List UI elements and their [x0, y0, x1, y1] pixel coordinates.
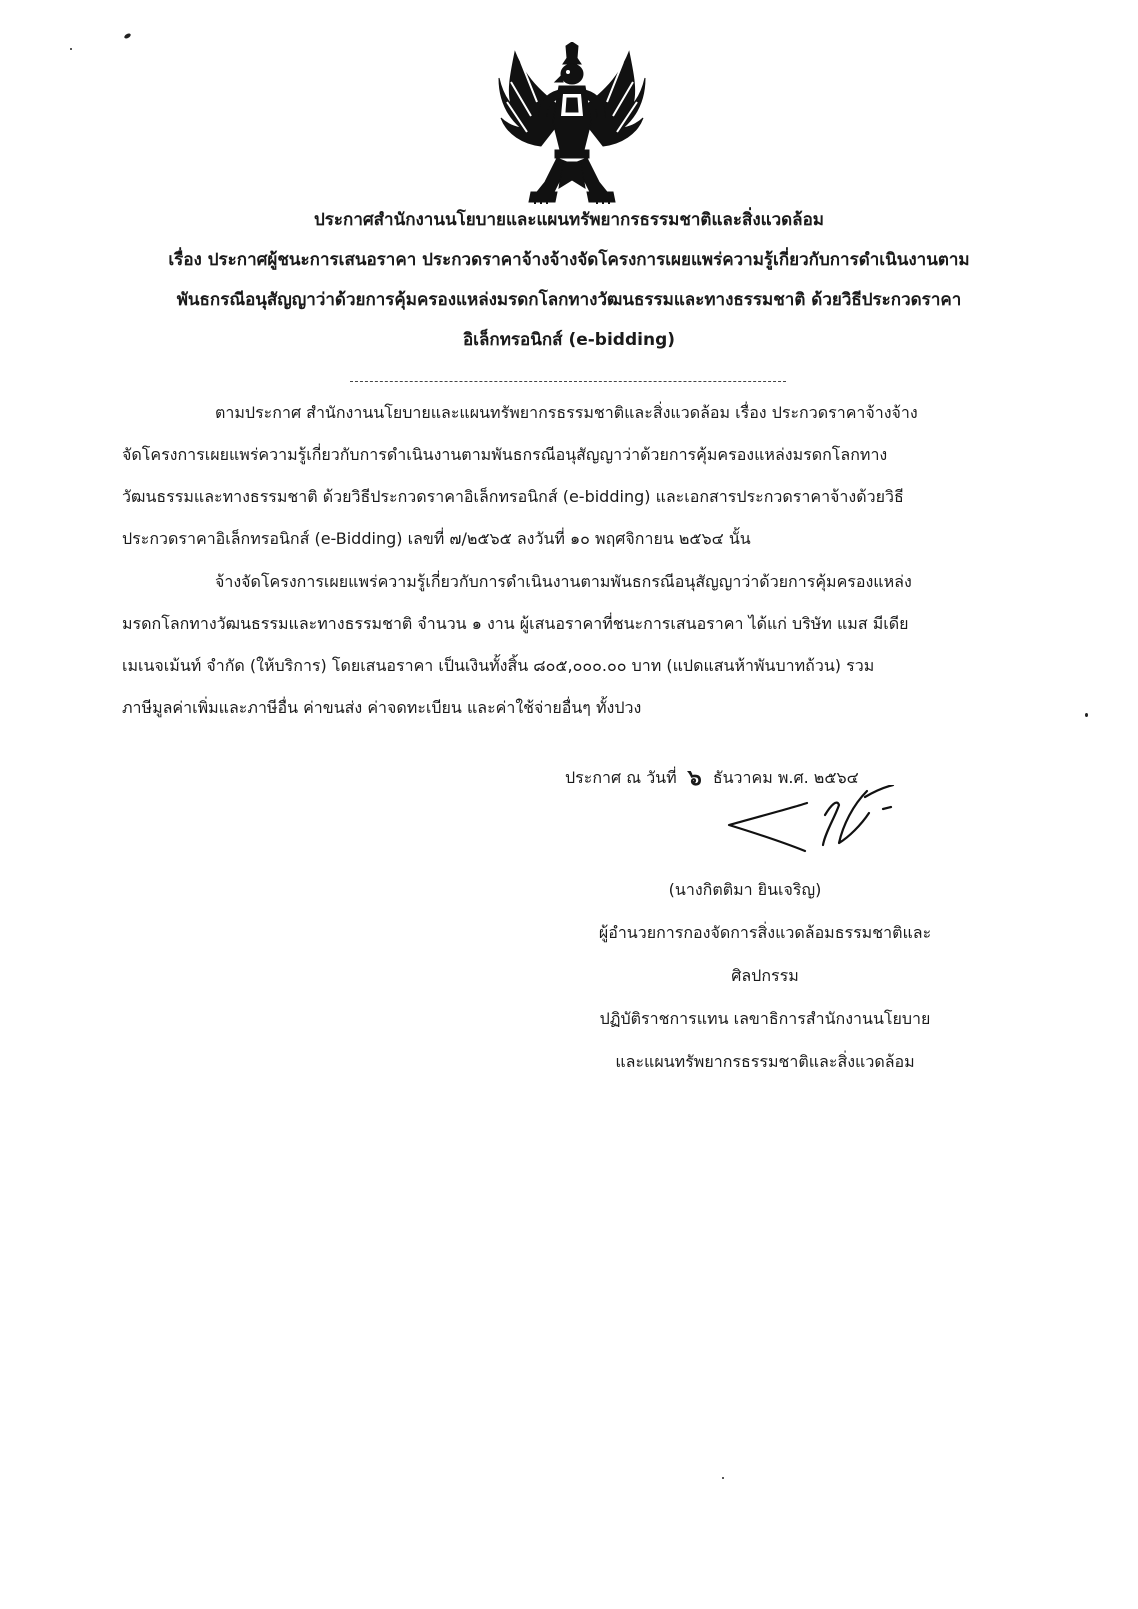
header-title: ประกาศสำนักงานนโยบายและแผนทรัพยากรธรรมชาติและสิ่งแวดล้อม — [313, 210, 825, 230]
scan-speck — [70, 48, 72, 50]
paragraph-line: ภาษีมูลค่าเพิ่มและภาษีอื่น ค่าขนส่ง ค่าจดทะเบียน และค่าใช้จ่ายอื่นๆ ทั้งปวง — [122, 698, 642, 717]
garuda-emblem-icon — [497, 42, 647, 204]
handwritten-signature — [725, 785, 915, 865]
scan-speck — [1085, 713, 1088, 717]
signatory-position-cont: ศิลปกรรม — [731, 966, 799, 985]
paragraph-line: เมเนจเม้นท์ จำกัด (ให้บริการ) โดยเสนอราคา เป็นเงินทั้งสิ้น ๘๐๕,๐๐๐.๐๐ บาท (แปดแสนห้าพันบาทถ้วน) รวม — [122, 656, 875, 675]
paragraph-line: วัฒนธรรมและทางธรรมชาติ ด้วยวิธีประกวดราคาอิเล็กทรอนิกส์ (e-bidding) และเอกสารประกวดราคาจ้างด้วยวิธี — [122, 487, 904, 506]
title-separator — [350, 381, 786, 382]
header-subject-line3: อิเล็กทรอนิกส์ (e-bidding) — [462, 330, 676, 350]
signatory-name: (นางกิตติมา ยินเจริญ) — [668, 880, 822, 899]
scan-speck — [722, 1477, 724, 1479]
paragraph-line: ประกวดราคาอิเล็กทรอนิกส์ (e-Bidding) เลขที่ ๗/๒๕๖๕ ลงวันที่ ๑๐ พฤศจิกายน ๒๕๖๔ นั้น — [122, 529, 751, 548]
header-subject-line1: เรื่อง ประกาศผู้ชนะการเสนอราคา ประกวดราคาจ้างจ้างจัดโครงการเผยแพร่ความรู้เกี่ยวกับการดำเนินงานตาม — [168, 250, 970, 270]
date-day: ๖ — [687, 766, 702, 791]
scan-speck — [123, 33, 131, 40]
paragraph-line: มรดกโลกทางวัฒนธรรมและทางธรรมชาติ จำนวน ๑ งาน ผู้เสนอราคาที่ชนะการเสนอราคา ได้แก่ บริษัท แมส มีเดีย — [122, 614, 909, 633]
signatory-position: ผู้อำนวยการกองจัดการสิ่งแวดล้อมธรรมชาติและ — [598, 923, 932, 942]
date-suffix: ธันวาคม พ.ศ. ๒๕๖๔ — [712, 768, 859, 787]
date-prefix: ประกาศ ณ วันที่ — [565, 768, 677, 787]
paragraph-line: จ้างจัดโครงการเผยแพร่ความรู้เกี่ยวกับการดำเนินงานตามพันธกรณีอนุสัญญาว่าด้วยการคุ้มครองแหล่ง — [215, 572, 912, 591]
signatory-acting-cont: และแผนทรัพยากรธรรมชาติและสิ่งแวดล้อม — [615, 1052, 915, 1071]
signatory-acting: ปฏิบัติราชการแทน เลขาธิการสำนักงานนโยบาย — [599, 1009, 931, 1028]
header-subject-line2: พันธกรณีอนุสัญญาว่าด้วยการคุ้มครองแหล่งมรดกโลกทางวัฒนธรรมและทางธรรมชาติ ด้วยวิธีประกวดราคา — [176, 290, 962, 310]
paragraph-line: จัดโครงการเผยแพร่ความรู้เกี่ยวกับการดำเนินงานตามพันธกรณีอนุสัญญาว่าด้วยการคุ้มครองแหล่งมรดกโลกทาง — [122, 445, 888, 464]
paragraph-line: ตามประกาศ สำนักงานนโยบายและแผนทรัพยากรธรรมชาติและสิ่งแวดล้อม เรื่อง ประกวดราคาจ้างจ้าง — [215, 403, 918, 422]
